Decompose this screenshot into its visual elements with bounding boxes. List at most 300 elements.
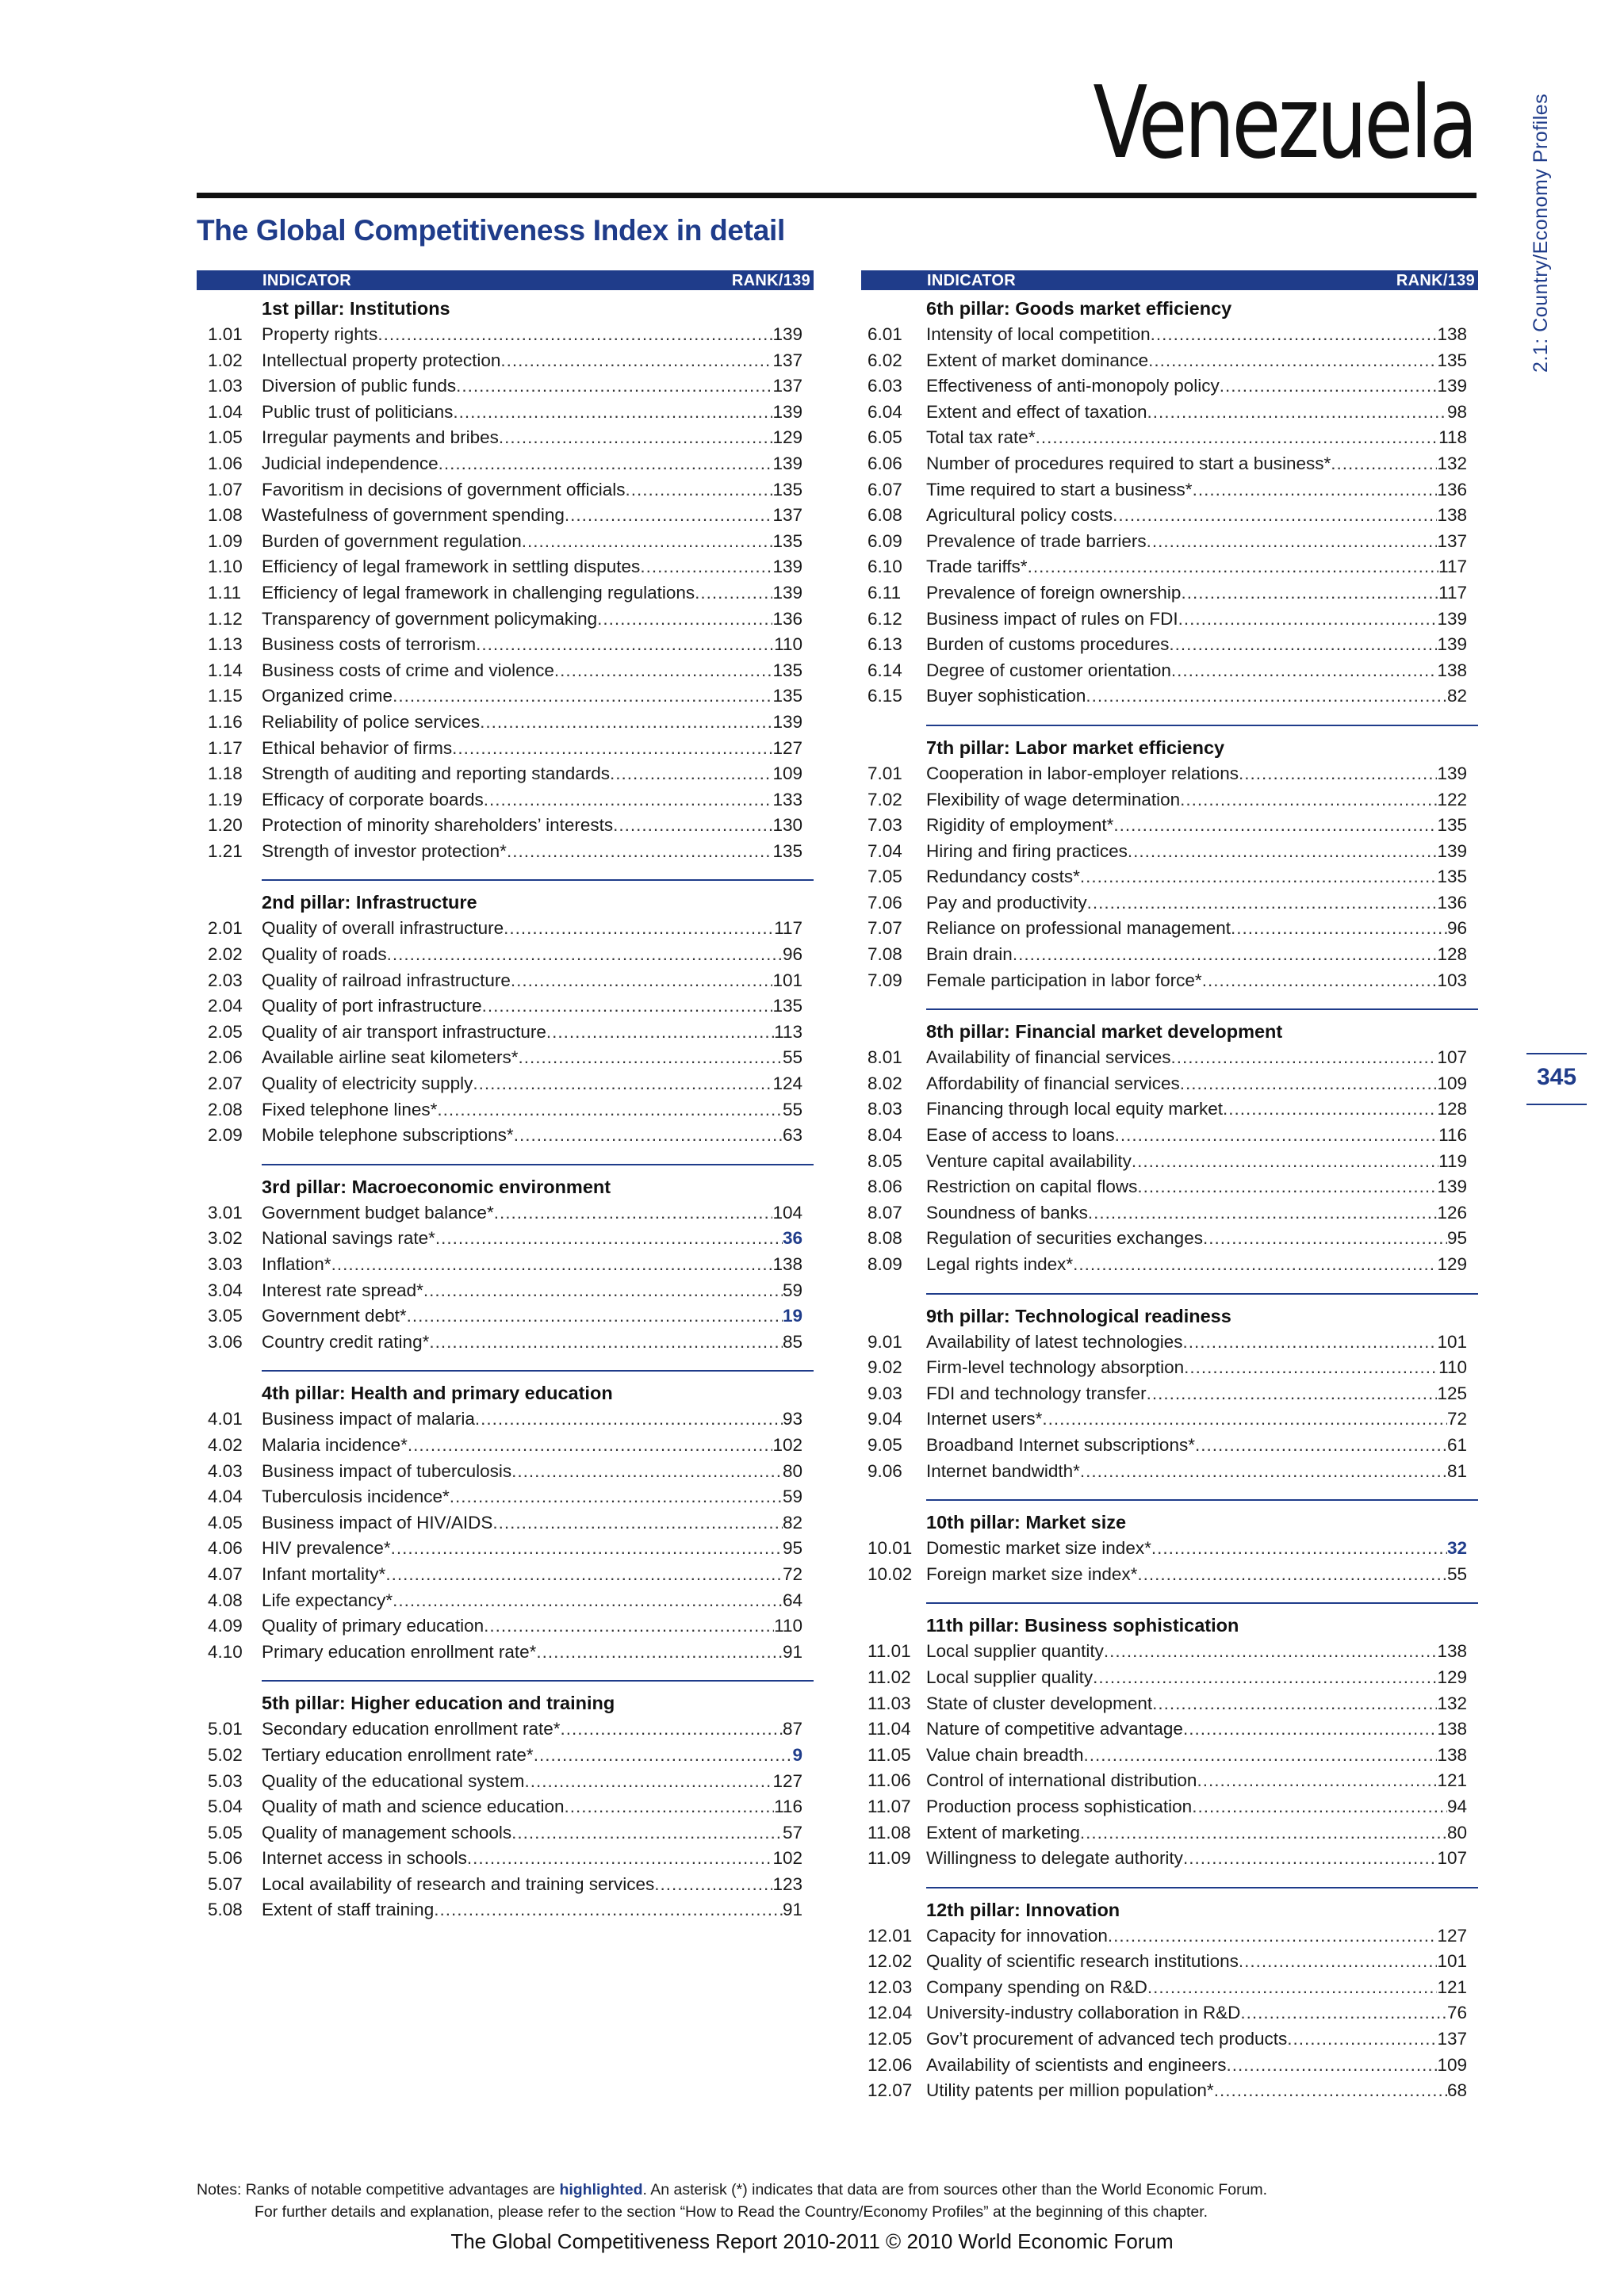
- indicator-number: 8.07: [868, 1202, 902, 1223]
- dot-leader: [1083, 1743, 1437, 1769]
- pillar-title: 1st pillar: Institutions: [262, 298, 450, 319]
- pillar-block: [197, 879, 814, 1148]
- indicator-label-cell: [926, 2078, 1447, 2104]
- indicator-label: Secondary education enrollment rate*: [262, 1719, 561, 1739]
- indicator-number: 7.03: [868, 815, 902, 836]
- indicator-label-cell: [262, 1459, 783, 1485]
- indicator-row: [861, 1096, 1478, 1123]
- indicator-label-cell: [926, 916, 1447, 942]
- indicator-number: 3.04: [208, 1280, 243, 1300]
- indicator-label: Reliance on professional management: [926, 918, 1231, 939]
- indicator-label: Brain drain: [926, 944, 1013, 965]
- indicator-label: Extent and effect of taxation: [926, 401, 1147, 422]
- indicator-rank: 110: [774, 634, 802, 655]
- dot-leader: [484, 787, 773, 813]
- indicator-row: [197, 1433, 814, 1459]
- dot-leader: [534, 1743, 793, 1769]
- indicator-label: Effectiveness of anti-monopoly policy: [926, 376, 1220, 396]
- indicator-label: Wastefulness of government spending: [262, 505, 565, 526]
- indicator-rank: 136: [772, 608, 802, 629]
- indicator-number: 8.06: [868, 1177, 902, 1197]
- indicator-label: Business impact of tuberculosis: [262, 1460, 512, 1481]
- indicator-label-cell: [926, 1820, 1447, 1846]
- indicator-label-cell: [926, 942, 1437, 968]
- indicator-number: 1.12: [208, 608, 243, 629]
- dot-leader: [429, 1330, 783, 1356]
- dot-leader: [1108, 1923, 1438, 1950]
- indicator-number: 1.19: [208, 789, 243, 809]
- indicator-rank: 135: [772, 686, 802, 706]
- indicator-row: [197, 1330, 814, 1356]
- indicator-label-cell: [926, 761, 1437, 787]
- indicator-row: [197, 1716, 814, 1743]
- indicator-rank: 109: [772, 763, 802, 784]
- indicator-rank: 128: [1437, 944, 1467, 965]
- indicator-row: [197, 580, 814, 607]
- indicator-label-cell: [926, 607, 1437, 633]
- indicator-rank: 126: [1437, 1202, 1467, 1223]
- indicator-row: [861, 2053, 1478, 2079]
- indicator-number: 8.02: [868, 1073, 902, 1093]
- indicator-row: [197, 1097, 814, 1123]
- indicator-label: Regulation of securities exchanges: [926, 1228, 1203, 1249]
- indicator-label: Control of international distribution: [926, 1770, 1197, 1791]
- indicator-row: [861, 554, 1478, 580]
- indicator-number: 4.10: [208, 1641, 243, 1662]
- indicator-rank: 116: [774, 1797, 802, 1817]
- indicator-label: Willingness to delegate authority: [926, 1848, 1183, 1869]
- indicator-label: Quality of railroad infrastructure: [262, 970, 511, 990]
- indicator-rank: 137: [1437, 2029, 1467, 2049]
- indicator-number: 1.18: [208, 763, 243, 784]
- indicator-label: Ease of access to loans: [926, 1125, 1115, 1146]
- indicator-rank: 94: [1446, 1796, 1467, 1816]
- indicator-label-cell: [262, 658, 772, 684]
- dot-leader: [450, 1484, 783, 1510]
- indicator-label-cell: [262, 942, 783, 968]
- indicator-rank: 138: [772, 1254, 802, 1274]
- pillar-divider: [926, 1887, 1478, 1888]
- dot-leader: [1147, 400, 1447, 426]
- indicator-row: [197, 1897, 814, 1923]
- dot-leader: [1214, 2078, 1447, 2104]
- indicator-label-cell: [926, 1975, 1437, 2001]
- indicator-label: Quality of electricity supply: [262, 1073, 473, 1094]
- indicator-rank: 138: [1437, 324, 1467, 344]
- indicator-label: Prevalence of trade barriers: [926, 530, 1147, 551]
- dot-leader: [1080, 864, 1438, 890]
- indicator-label-cell: [262, 1794, 774, 1820]
- dot-leader: [439, 451, 773, 477]
- indicator-rank: 121: [1437, 1770, 1467, 1791]
- dot-leader: [1152, 1691, 1437, 1717]
- indicator-label: Local supplier quantity: [926, 1641, 1104, 1662]
- indicator-rank: 135: [772, 530, 802, 551]
- indicator-label: Availability of scientists and engineers: [926, 2054, 1227, 2075]
- indicator-label-cell: [926, 1794, 1447, 1820]
- indicator-rank: 117: [1438, 582, 1467, 603]
- indicator-rank: 119: [1438, 1150, 1467, 1171]
- indicator-row: [861, 1226, 1478, 1252]
- indicator-rank: 80: [782, 1460, 802, 1481]
- indicator-row: [861, 607, 1478, 633]
- indicator-rank-highlighted: 36: [782, 1228, 802, 1249]
- indicator-number: 5.03: [208, 1770, 243, 1791]
- indicator-label: Rigidity of employment*: [926, 815, 1114, 836]
- indicator-number: 4.03: [208, 1460, 243, 1481]
- dot-leader: [1148, 348, 1437, 374]
- indicator-rank: 135: [772, 479, 802, 499]
- indicator-label: Fixed telephone lines*: [262, 1099, 438, 1119]
- indicator-row: [861, 2026, 1478, 2053]
- indicator-rank: 101: [1437, 1951, 1467, 1972]
- indicator-row: [861, 1071, 1478, 1097]
- pillar-block: [197, 1164, 814, 1356]
- dot-leader: [437, 1097, 783, 1123]
- dot-leader: [408, 1433, 773, 1459]
- pillar-title: 12th pillar: Innovation: [926, 1899, 1120, 1920]
- indicator-label-cell: [262, 1406, 783, 1433]
- indicator-label-cell: [262, 1872, 772, 1898]
- indicator-label: Number of procedures required to start a business*: [926, 453, 1331, 473]
- indicator-label-cell: [262, 554, 772, 580]
- indicator-row: [861, 890, 1478, 916]
- dot-leader: [514, 1123, 783, 1149]
- indicator-rank: 101: [1437, 1331, 1467, 1352]
- dot-leader: [453, 400, 772, 426]
- indicator-label-cell: [262, 451, 772, 477]
- dot-leader: [494, 1200, 773, 1226]
- indicator-row: [197, 813, 814, 839]
- dot-leader: [511, 1820, 783, 1846]
- dot-leader: [504, 916, 774, 942]
- pillar-block: [861, 295, 1478, 710]
- pillar-divider: [262, 1164, 814, 1165]
- indicator-row: [861, 787, 1478, 813]
- indicator-label-cell: [926, 322, 1437, 348]
- notes-rest: . An asterisk (*) indicates that data are from sources other than the World Economic Forum.: [642, 2181, 1268, 2198]
- indicator-label: Business impact of malaria: [262, 1409, 475, 1429]
- indicator-label-cell: [926, 1459, 1447, 1485]
- indicator-row: [197, 1588, 814, 1614]
- indicator-label-cell: [262, 1200, 772, 1226]
- dot-leader: [387, 942, 783, 968]
- indicator-label-cell: [926, 1252, 1437, 1278]
- indicator-label-cell: [926, 1330, 1437, 1356]
- left-column-header: [197, 270, 814, 290]
- indicator-label-cell: [926, 1071, 1437, 1097]
- page-number-rule-top: [1526, 1053, 1587, 1054]
- indicator-label-cell: [926, 1768, 1437, 1794]
- indicator-label: Availability of latest technologies: [926, 1331, 1183, 1352]
- dot-leader: [393, 1588, 783, 1614]
- indicator-rank: 135: [1437, 815, 1467, 836]
- indicator-row: [861, 1174, 1478, 1200]
- indicator-label: State of cluster development: [926, 1693, 1153, 1713]
- rank-header: RANK/139: [731, 272, 810, 289]
- indicator-rank: 85: [782, 1331, 802, 1352]
- dot-leader: [546, 1020, 774, 1046]
- dot-leader: [1287, 2026, 1437, 2053]
- indicator-rank: 121: [1437, 1976, 1467, 1997]
- pillar-block: [861, 1293, 1478, 1485]
- indicator-row: [861, 1123, 1478, 1149]
- indicator-rank: 101: [772, 970, 802, 990]
- indicator-label-cell: [926, 1743, 1437, 1769]
- dot-leader: [500, 348, 772, 374]
- indicator-rank: 91: [782, 1900, 802, 1920]
- indicator-number: 9.06: [868, 1460, 902, 1481]
- indicator-label-cell: [926, 477, 1437, 503]
- indicator-label: Value chain breadth: [926, 1744, 1084, 1765]
- indicator-number: 7.02: [868, 789, 902, 809]
- indicator-number: 5.08: [208, 1900, 243, 1920]
- indicator-header: INDICATOR: [927, 272, 1016, 289]
- indicator-row: [197, 632, 814, 658]
- indicator-number: 6.12: [868, 608, 902, 629]
- indicator-number: 11.04: [868, 1719, 911, 1739]
- pillar-divider: [262, 1680, 814, 1682]
- indicator-row: [197, 373, 814, 400]
- indicator-rank: 129: [1437, 1667, 1467, 1687]
- indicator-rank: 104: [772, 1202, 802, 1223]
- indicator-row: [197, 1071, 814, 1097]
- indicator-number: 1.01: [208, 324, 243, 344]
- indicator-label-cell: [926, 1846, 1437, 1872]
- dot-leader: [507, 839, 773, 865]
- indicator-rank: 132: [1437, 453, 1467, 473]
- dot-leader: [1113, 503, 1437, 529]
- indicator-rank: 138: [1437, 505, 1467, 526]
- indicator-label-cell: [262, 373, 772, 400]
- pillar-title: 11th pillar: Business sophistication: [926, 1615, 1239, 1636]
- indicator-label: Quality of overall infrastructure: [262, 918, 504, 939]
- indicator-rank: 91: [782, 1641, 802, 1662]
- dot-leader: [1181, 580, 1438, 607]
- indicator-number: 2.04: [208, 996, 243, 1016]
- indicator-row: [197, 477, 814, 503]
- indicator-label-cell: [262, 1071, 772, 1097]
- indicator-label: Efficacy of corporate boards: [262, 789, 484, 809]
- indicator-row: [861, 632, 1478, 658]
- indicator-label: Diversion of public funds: [262, 376, 457, 396]
- section-title: The Global Competitiveness Index in detail: [197, 214, 785, 247]
- indicator-label-cell: [926, 529, 1437, 555]
- dot-leader: [499, 425, 773, 451]
- indicator-label: Company spending on R&D: [926, 1976, 1147, 1997]
- indicator-row: [861, 1923, 1478, 1950]
- indicator-number: 4.08: [208, 1590, 243, 1610]
- dot-leader: [1183, 1846, 1438, 1872]
- indicator-row: [861, 1045, 1478, 1071]
- indicator-rank: 138: [1437, 1641, 1467, 1662]
- indicator-number: 2.09: [208, 1125, 243, 1146]
- indicator-label: Production process sophistication: [926, 1796, 1193, 1816]
- indicator-label-cell: [262, 710, 772, 736]
- indicator-number: 2.07: [208, 1073, 243, 1094]
- dot-leader: [1331, 451, 1437, 477]
- indicator-label-cell: [926, 632, 1437, 658]
- indicator-label-cell: [926, 373, 1437, 400]
- indicator-label-cell: [262, 477, 772, 503]
- indicator-label: FDI and technology transfer: [926, 1383, 1147, 1403]
- indicator-label-cell: [262, 916, 774, 942]
- dot-leader: [1128, 839, 1438, 865]
- indicator-number: 3.02: [208, 1228, 243, 1249]
- indicator-row: [861, 529, 1478, 555]
- pillar-block: [197, 1680, 814, 1923]
- indicator-label-cell: [262, 839, 772, 865]
- indicator-row: [861, 1665, 1478, 1691]
- indicator-label: Primary education enrollment rate*: [262, 1641, 537, 1662]
- indicator-label-cell: [926, 683, 1447, 710]
- indicator-number: 8.01: [868, 1047, 902, 1068]
- indicator-rank: 96: [1446, 918, 1467, 939]
- indicator-label-cell: [262, 1846, 772, 1872]
- indicator-label: Restriction on capital flows: [926, 1177, 1138, 1197]
- indicator-rank: 135: [1437, 867, 1467, 887]
- indicator-label: Organized crime: [262, 686, 393, 706]
- indicator-rank: 135: [772, 660, 802, 680]
- pillar-divider: [926, 1602, 1478, 1604]
- indicator-label: Public trust of politicians: [262, 401, 454, 422]
- indicator-row: [197, 1459, 814, 1485]
- indicator-number: 4.06: [208, 1538, 243, 1559]
- indicator-label-cell: [262, 1588, 783, 1614]
- pillar-block: [197, 1370, 814, 1665]
- indicator-label: Efficiency of legal framework in settling disputes: [262, 557, 641, 577]
- dot-leader: [476, 632, 774, 658]
- dot-leader: [1147, 1975, 1438, 2001]
- indicator-rank: 127: [1437, 1925, 1467, 1946]
- dot-leader: [1203, 1226, 1447, 1252]
- indicator-label-cell: [926, 400, 1447, 426]
- indicator-row: [861, 1433, 1478, 1459]
- dot-leader: [1170, 1045, 1437, 1071]
- dot-leader: [1169, 632, 1437, 658]
- indicator-row: [861, 1846, 1478, 1872]
- indicator-label: Total tax rate*: [926, 427, 1036, 448]
- indicator-rank: 138: [1437, 660, 1467, 680]
- indicator-label-cell: [926, 1355, 1438, 1381]
- indicator-row: [197, 348, 814, 374]
- indicator-row: [861, 503, 1478, 529]
- indicator-rank-highlighted: 19: [782, 1306, 802, 1326]
- dot-leader: [1113, 813, 1437, 839]
- dot-leader: [613, 813, 772, 839]
- dot-leader: [1192, 1794, 1447, 1820]
- indicator-row: [861, 1949, 1478, 1975]
- indicator-label-cell: [262, 632, 774, 658]
- indicator-label-cell: [926, 451, 1437, 477]
- indicator-label-cell: [926, 1949, 1437, 1975]
- indicator-rank: 96: [782, 944, 802, 965]
- indicator-label: Intellectual property protection: [262, 350, 501, 370]
- indicator-number: 6.04: [868, 401, 902, 422]
- indicator-rank-highlighted: 32: [1446, 1538, 1467, 1559]
- indicator-label: Internet users*: [926, 1409, 1043, 1429]
- indicator-row: [861, 477, 1478, 503]
- indicator-row: [197, 1872, 814, 1898]
- indicator-rank: 137: [772, 505, 802, 526]
- indicator-number: 6.13: [868, 634, 902, 655]
- indicator-label: Capacity for innovation: [926, 1925, 1108, 1946]
- indicator-label: Strength of investor protection*: [262, 840, 507, 861]
- dot-leader: [1028, 554, 1439, 580]
- indicator-number: 2.03: [208, 970, 243, 990]
- dot-leader: [1171, 658, 1438, 684]
- indicator-rank: 130: [772, 815, 802, 836]
- indicator-number: 2.01: [208, 918, 243, 939]
- indicator-label: Legal rights index*: [926, 1254, 1074, 1274]
- indicator-number: 7.01: [868, 763, 902, 783]
- indicator-label: Tuberculosis incidence*: [262, 1487, 450, 1507]
- indicator-row: [197, 683, 814, 710]
- indicator-label-cell: [262, 1484, 783, 1510]
- indicator-number: 11.05: [868, 1744, 911, 1765]
- indicator-label-cell: [926, 554, 1438, 580]
- indicator-label-cell: [262, 400, 772, 426]
- dot-leader: [1223, 1096, 1438, 1123]
- indicator-number: 11.08: [868, 1822, 911, 1843]
- indicator-row: [861, 373, 1478, 400]
- indicator-label: Redundancy costs*: [926, 867, 1080, 887]
- indicator-number: 2.06: [208, 1047, 243, 1068]
- dot-leader: [473, 1071, 772, 1097]
- dot-leader: [1239, 761, 1437, 787]
- dot-leader: [1151, 322, 1438, 348]
- indicator-number: 6.09: [868, 530, 902, 551]
- dot-leader: [1080, 1459, 1447, 1485]
- indicator-rank: 55: [782, 1099, 802, 1119]
- indicator-label-cell: [262, 503, 772, 529]
- indicator-rank: 138: [1437, 1744, 1467, 1765]
- indicator-label-cell: [262, 425, 772, 451]
- indicator-row: [861, 1355, 1478, 1381]
- indicator-number: 11.02: [868, 1667, 911, 1687]
- left-indicator-column: [197, 270, 814, 1923]
- indicator-rank: 123: [772, 1873, 802, 1894]
- dot-leader: [1178, 607, 1438, 633]
- indicator-row: [861, 839, 1478, 865]
- indicator-rank-highlighted: 9: [792, 1744, 802, 1765]
- indicator-row: [861, 1691, 1478, 1717]
- indicator-label: Quality of port infrastructure: [262, 996, 482, 1016]
- indicator-rank: 95: [1446, 1228, 1467, 1249]
- indicator-number: 3.06: [208, 1331, 243, 1352]
- indicator-row: [197, 710, 814, 736]
- indicator-rank: 68: [1446, 2080, 1467, 2101]
- indicator-number: 1.05: [208, 427, 243, 448]
- indicator-number: 10.02: [868, 1563, 913, 1584]
- indicator-rank: 138: [1437, 1719, 1467, 1739]
- indicator-number: 11.03: [868, 1693, 911, 1713]
- indicator-row: [197, 1536, 814, 1562]
- indicator-label: Cooperation in labor-employer relations: [926, 763, 1239, 783]
- indicator-number: 12.02: [868, 1951, 913, 1972]
- indicator-label: Ethical behavior of firms: [262, 737, 453, 758]
- dot-leader: [423, 1278, 783, 1304]
- indicator-label: Trade tariffs*: [926, 557, 1028, 577]
- indicator-rank: 57: [782, 1822, 802, 1843]
- indicator-label-cell: [262, 1226, 783, 1252]
- indicator-row: [197, 1226, 814, 1252]
- indicator-number: 3.05: [208, 1306, 243, 1326]
- indicator-number: 5.04: [208, 1797, 243, 1817]
- pillar-block: [861, 1602, 1478, 1871]
- indicator-number: 7.07: [868, 918, 902, 939]
- indicator-label-cell: [262, 1278, 783, 1304]
